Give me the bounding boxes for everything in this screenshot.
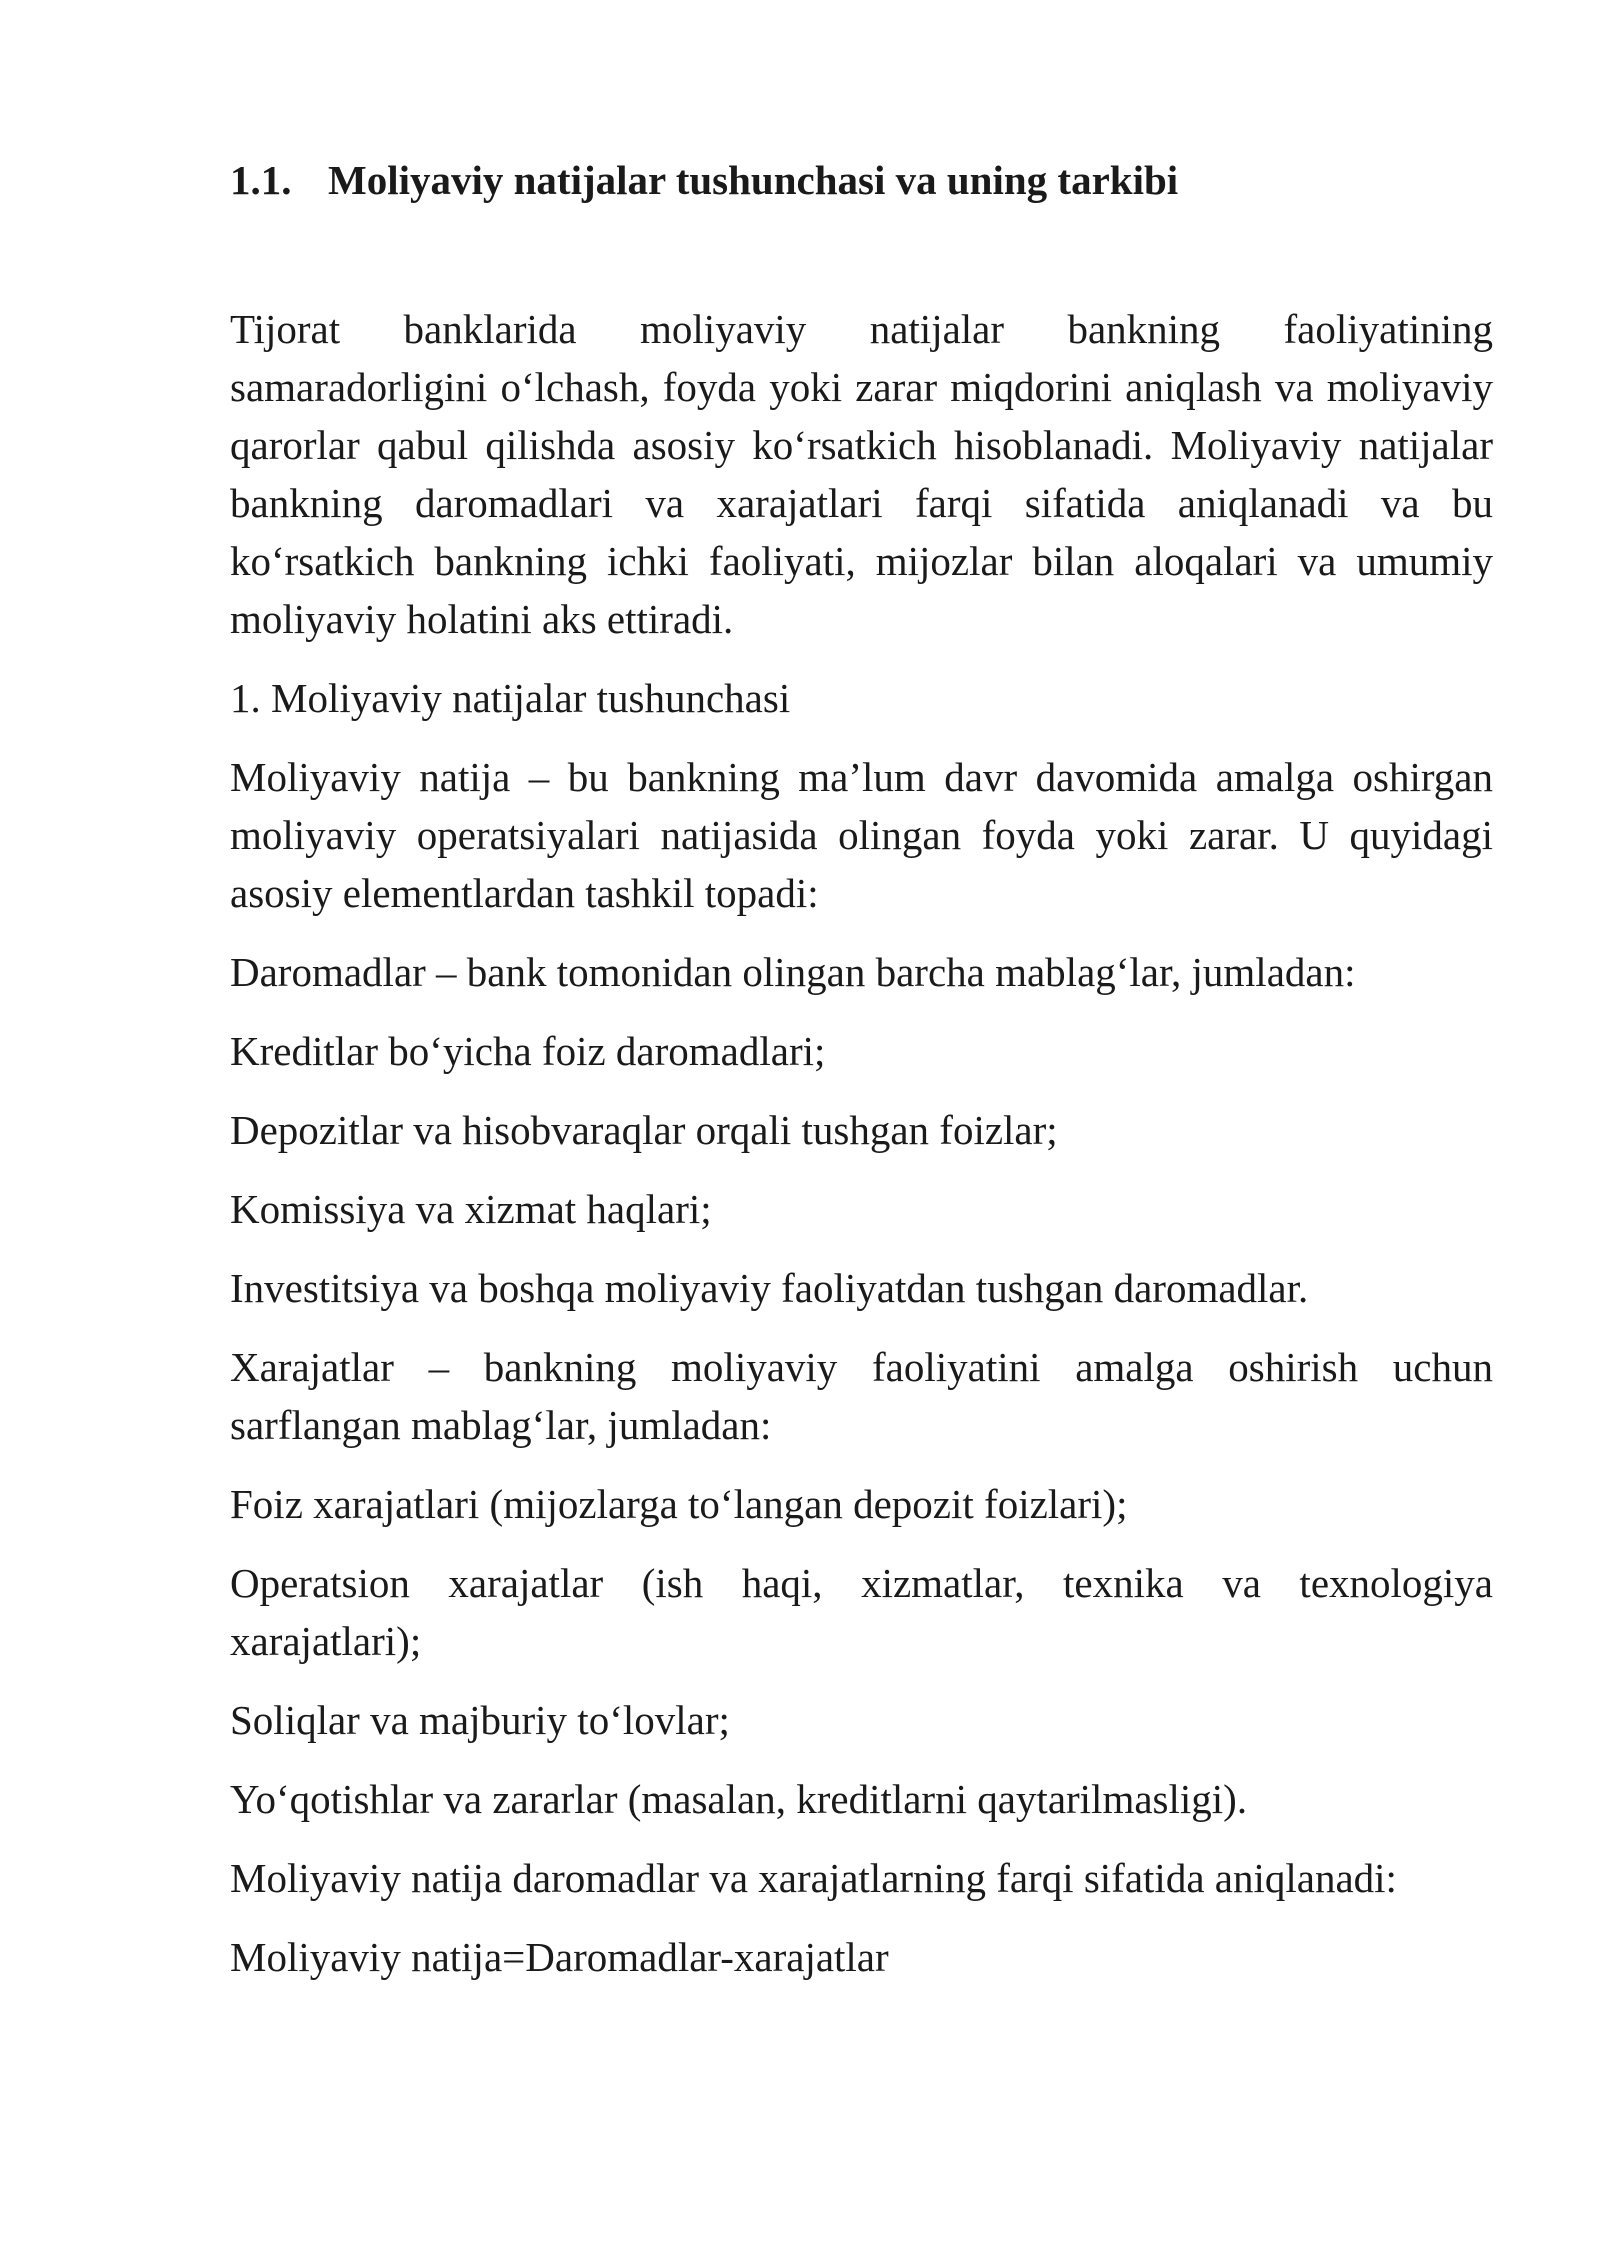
list-item: Kreditlar bo‘yicha foiz daromadlari; [230, 1028, 826, 1074]
definition-paragraph: Moliyaviy natija – bu bankning ma’lum davr davomida amalga oshirgan moliyaviy operatsiyalari natijasida olingan foyda yoki zarar. U quyidagi asosiy elementlardan tashkil topadi: [230, 754, 1493, 916]
list-item: Foiz xarajatlari (mijozlarga to‘langan depozit foizlari); [230, 1481, 1128, 1527]
list-item: Yo‘qotishlar va zararlar (masalan, kreditlarni qaytarilmasligi). [230, 1776, 1248, 1822]
section-title: Moliyaviy natijalar tushunchasi va uning tarkibi [328, 157, 1179, 203]
subsection-heading: 1. Moliyaviy natijalar tushunchasi [230, 675, 791, 721]
section-number: 1.1. [230, 157, 292, 203]
list-item: Komissiya va xizmat haqlari; [230, 1186, 712, 1232]
intro-paragraph: Tijorat banklarida moliyaviy natijalar bankning faoliyatining samaradorligini o‘lchash, foyda yoki zarar miqdorini aniqlash va moliyaviy qarorlar qabul qilishda asosiy ko‘rsatkich hisoblanadi. Moliyaviy natijalar bankning daromadlari va xarajatlari farqi sifatida aniqlanadi va bu ko‘rsatkich bankning ichki faoliyati, mijozlar bilan aloqalari va umumiy moliyaviy holatini aks ettiradi. [230, 306, 1493, 642]
list-item: Operatsion xarajatlar (ish haqi, xizmatlar, texnika va texnologiya xarajatlari); [230, 1560, 1493, 1664]
expenses-paragraph: Xarajatlar – bankning moliyaviy faoliyatini amalga oshirish uchun sarflangan mablag‘lar, jumladan: [230, 1344, 1493, 1448]
section-heading [230, 150, 1493, 210]
formula: Moliyaviy natija=Daromadlar-xarajatlar [230, 1934, 889, 1980]
list-item: Investitsiya va boshqa moliyaviy faoliyatdan tushgan daromadlar. [230, 1265, 1309, 1311]
list-item: Depozitlar va hisobvaraqlar orqali tushgan foizlar; [230, 1107, 1058, 1153]
income-paragraph: Daromadlar – bank tomonidan olingan barcha mablag‘lar, jumladan: [230, 949, 1356, 995]
document-page [230, 150, 1493, 1986]
list-item: Soliqlar va majburiy to‘lovlar; [230, 1697, 730, 1743]
result-paragraph: Moliyaviy natija daromadlar va xarajatlarning farqi sifatida aniqlanadi: [230, 1855, 1397, 1901]
